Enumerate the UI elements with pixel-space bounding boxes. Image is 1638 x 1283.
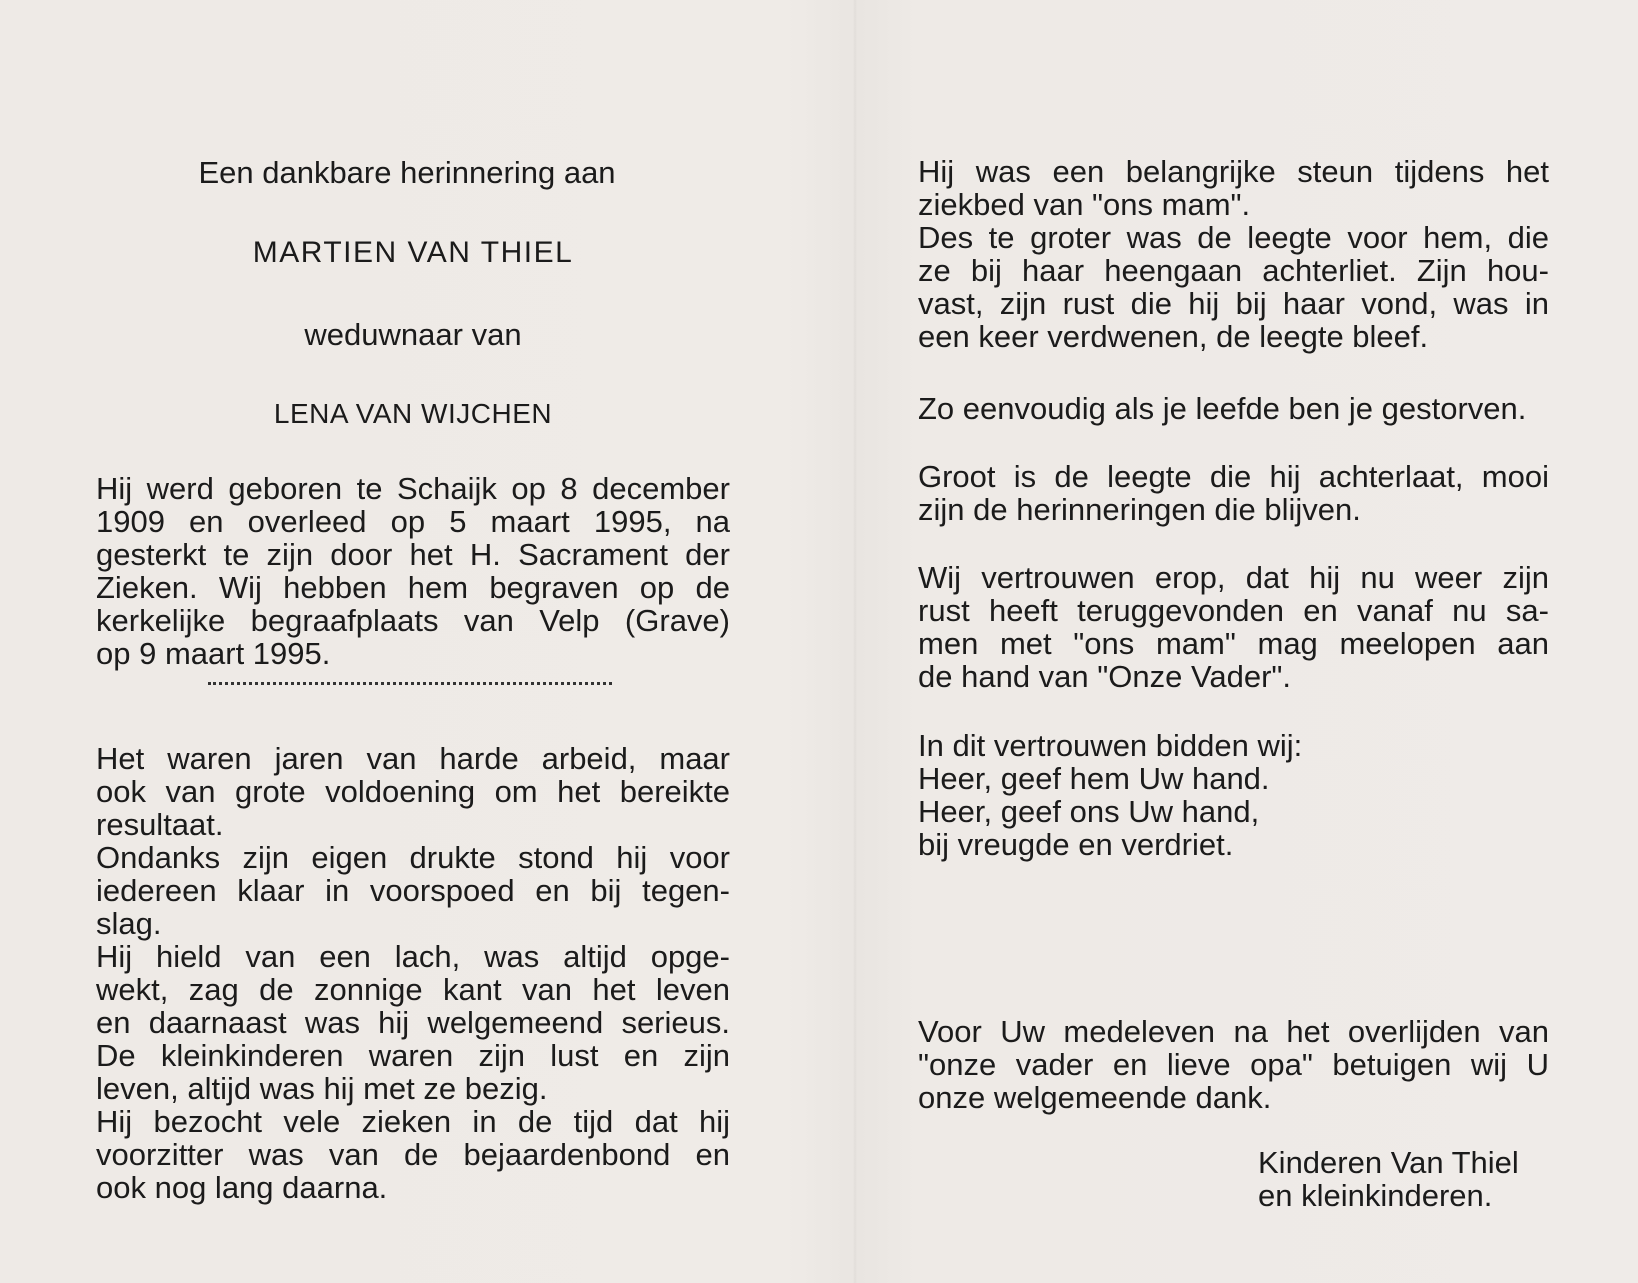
text-line: rust heeft teruggevonden en vanaf nu sa- bbox=[918, 593, 1549, 628]
text-line: Heer, geef ons Uw hand, bbox=[918, 794, 1260, 829]
text-line: Zo eenvoudig als je leefde ben je gestorven. bbox=[918, 391, 1527, 426]
text-line: en daarnaast was hij welgemeend serieus. bbox=[96, 1005, 730, 1040]
text-line: voorzitter was van de bejaardenbond en bbox=[96, 1137, 730, 1172]
text-line: onze welgemeende dank. bbox=[918, 1080, 1272, 1115]
text-line: De kleinkinderen waren zijn lust en zijn bbox=[96, 1038, 730, 1073]
text-line: Hij hield van een lach, was altijd opge- bbox=[96, 939, 730, 974]
text-line: een keer verdwenen, de leegte bleef. bbox=[918, 319, 1429, 354]
relation-text: weduwnaar van bbox=[304, 317, 522, 352]
trust-paragraph bbox=[918, 561, 1549, 693]
dotted-separator bbox=[208, 682, 612, 685]
text-line: Hij was een belangrijke steun tijdens het bbox=[918, 154, 1549, 189]
signature-line: Kinderen Van Thiel bbox=[1258, 1145, 1519, 1180]
text-line: vast, zijn rust die hij bij haar vond, was in bbox=[918, 286, 1549, 321]
text-line: ook van grote voldoening om het bereikte bbox=[96, 774, 730, 809]
text-line: Het waren jaren van harde arbeid, maar bbox=[96, 741, 730, 776]
text-line: de hand van "Onze Vader". bbox=[918, 659, 1292, 694]
text-line: Zieken. Wij hebben hem begraven op de bbox=[96, 570, 730, 605]
text-line: 1909 en overleed op 5 maart 1995, na bbox=[96, 504, 730, 539]
life-paragraph bbox=[96, 742, 730, 1204]
text-line: zijn de herinneringen die blijven. bbox=[918, 492, 1361, 527]
text-line: Wij vertrouwen erop, dat hij nu weer zijn bbox=[918, 560, 1549, 595]
text-line: Des te groter was de leegte voor hem, die bbox=[918, 220, 1549, 255]
card-fold-line bbox=[853, 0, 857, 1283]
thanks-paragraph bbox=[918, 1015, 1549, 1114]
text-line: ziekbed van "ons mam". bbox=[918, 187, 1251, 222]
text-line: leven, altijd was hij met ze bezig. bbox=[96, 1071, 548, 1106]
spouse-name: LENA VAN WIJCHEN bbox=[273, 398, 553, 429]
text-line: "onze vader en lieve opa" betuigen wij U bbox=[918, 1047, 1549, 1082]
quote-line bbox=[918, 392, 1549, 425]
support-paragraph bbox=[918, 155, 1549, 353]
text-line: ze bij haar heengaan achterliet. Zijn hou- bbox=[918, 253, 1549, 288]
text-line: iedereen klaar in voorspoed en bij tegen- bbox=[96, 873, 730, 908]
text-line: Voor Uw medeleven na het overlijden van bbox=[918, 1014, 1549, 1049]
intro-text: Een dankbare herinnering aan bbox=[198, 155, 616, 190]
text-line: Hij werd geboren te Schaijk op 8 december bbox=[96, 471, 730, 506]
signature-line: en kleinkinderen. bbox=[1258, 1178, 1493, 1213]
text-line: bij vreugde en verdriet. bbox=[918, 827, 1234, 862]
signature-block bbox=[1258, 1146, 1638, 1212]
text-line: ook nog lang daarna. bbox=[96, 1170, 388, 1205]
text-line: men met "ons mam" mag meelopen aan bbox=[918, 626, 1549, 661]
prayer-paragraph bbox=[918, 729, 1549, 861]
text-line: Groot is de leegte die hij achterlaat, mooi bbox=[918, 459, 1549, 494]
biography-paragraph bbox=[96, 472, 730, 670]
text-line: slag. bbox=[96, 906, 162, 941]
text-line: resultaat. bbox=[96, 807, 224, 842]
text-line: kerkelijke begraafplaats van Velp (Grave) bbox=[96, 603, 730, 638]
text-line: In dit vertrouwen bidden wij: bbox=[918, 728, 1303, 763]
text-line: gesterkt te zijn door het H. Sacrament der bbox=[96, 537, 730, 572]
text-line: Ondanks zijn eigen drukte stond hij voor bbox=[96, 840, 730, 875]
text-line: Heer, geef hem Uw hand. bbox=[918, 761, 1270, 796]
deceased-name: MARTIEN VAN THIEL bbox=[252, 236, 574, 269]
text-line: wekt, zag de zonnige kant van het leven bbox=[96, 972, 730, 1007]
memories-paragraph bbox=[918, 460, 1549, 526]
text-line: Hij bezocht vele zieken in de tijd dat hij bbox=[96, 1104, 730, 1139]
text-line: op 9 maart 1995. bbox=[96, 636, 331, 671]
